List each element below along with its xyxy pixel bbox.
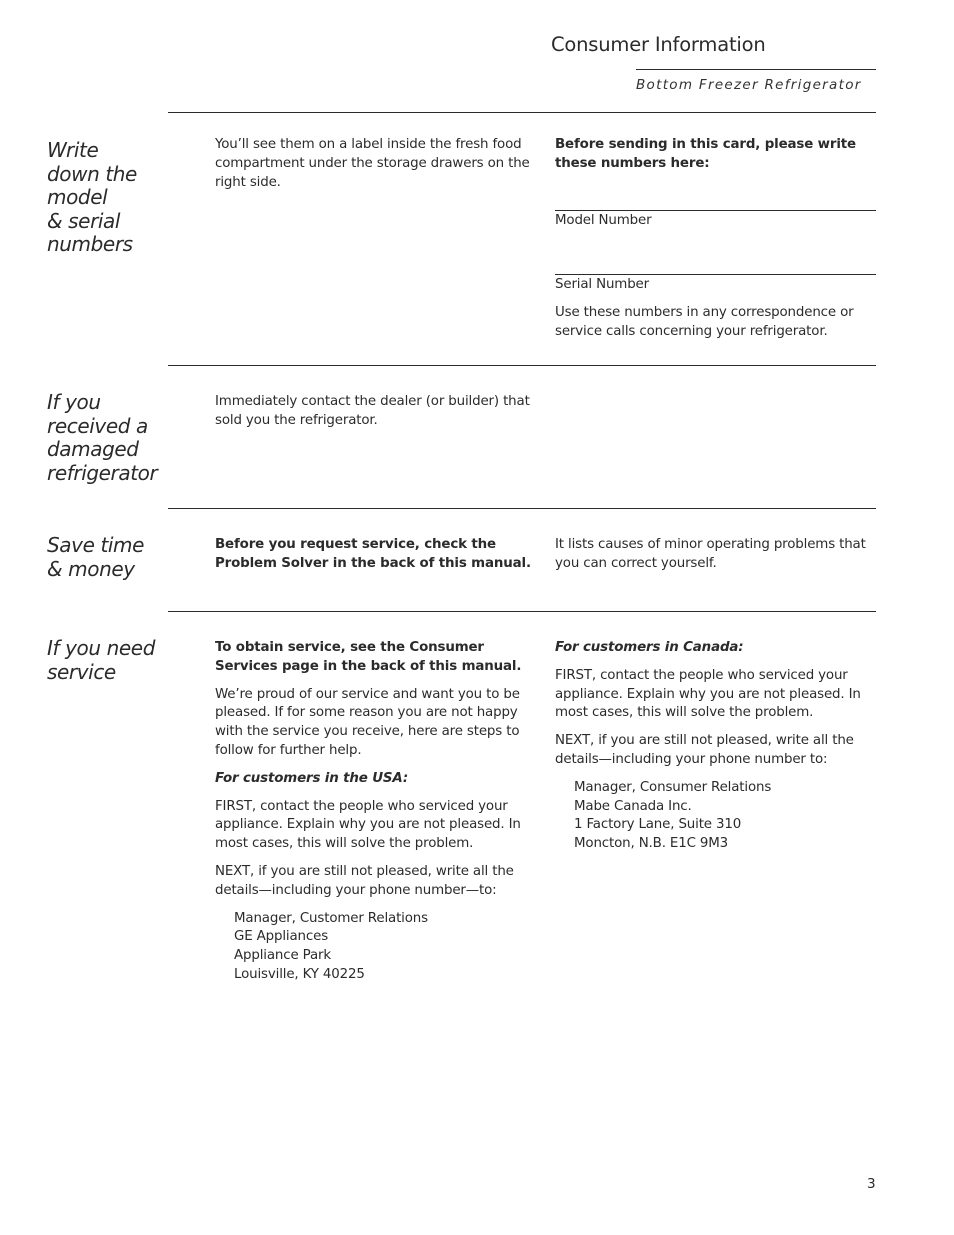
address-line: Mabe Canada Inc. <box>574 798 692 814</box>
obtain-service-note: To obtain service, see the Consumer Services page in the back of this manual. <box>215 640 522 674</box>
section-divider <box>168 112 876 113</box>
section-divider <box>168 611 876 612</box>
record-instruction: Before sending in this card, please write these numbers here: <box>555 137 856 171</box>
damaged-paragraph: Immediately contact the dealer (or builder) that sold you the refrigerator. <box>215 394 530 428</box>
service-usa-column <box>215 639 535 985</box>
canada-heading: For customers in Canada: <box>555 640 744 655</box>
heading-line: If you <box>47 390 101 414</box>
page-title: Consumer Information <box>551 33 766 56</box>
section-heading-damaged <box>47 391 172 485</box>
heading-line: model <box>47 185 108 209</box>
heading-line: refrigerator <box>47 460 158 485</box>
usa-address <box>234 910 535 985</box>
damaged-text <box>215 393 535 440</box>
address-line: 1 Factory Lane, Suite 310 <box>574 817 742 833</box>
serial-number-line[interactable] <box>555 274 876 275</box>
canada-address <box>574 779 875 854</box>
canada-next-step: NEXT, if you are still not pleased, write all the details—including your phone number to: <box>555 733 854 767</box>
address-line: Moncton, N.B. E1C 9M3 <box>574 836 729 852</box>
heading-line: & money <box>47 556 135 581</box>
usa-next-step: NEXT, if you are still not pleased, write all the details—including your phone number—to: <box>215 863 514 898</box>
address-line: Manager, Customer Relations <box>234 910 428 926</box>
page-number: 3 <box>867 1176 876 1192</box>
problem-solver-note: Before you request service, check the Problem Solver in the back of this manual. <box>215 537 531 571</box>
address-line: Manager, Consumer Relations <box>574 779 772 795</box>
section-heading-model-serial <box>47 139 172 257</box>
header-rule <box>636 69 876 70</box>
model-serial-location-text <box>215 136 535 201</box>
section-heading-save-time <box>47 534 172 581</box>
heading-line: numbers <box>47 232 133 256</box>
usa-heading: For customers in the USA: <box>215 770 409 786</box>
service-canada-column <box>555 639 875 854</box>
model-number-label: Model Number <box>555 212 652 228</box>
service-intro: We’re proud of our service and want you to be pleased. If for some reason you are not happy with the service you receive, here are steps to follow for further help. <box>215 686 520 758</box>
model-serial-record-block <box>555 136 875 351</box>
address-line: Louisville, KY 40225 <box>234 966 365 982</box>
minor-problems-note: It lists causes of minor operating problems that you can correct yourself. <box>555 537 866 571</box>
heading-line: Write <box>47 138 99 162</box>
usa-first-step: FIRST, contact the people who serviced your appliance. Explain why you are not pleased. In most cases, this will solve the problem. <box>215 798 521 852</box>
heading-line: received a <box>47 413 148 438</box>
address-line: Appliance Park <box>234 948 331 964</box>
serial-number-label: Serial Number <box>555 277 649 293</box>
section-divider <box>168 508 876 509</box>
canada-first-step: FIRST, contact the people who serviced your appliance. Explain why you are not pleased. In most cases, this will solve the problem. <box>555 667 861 721</box>
save-time-text <box>215 536 535 583</box>
heading-line: service <box>47 659 116 684</box>
heading-line: Save time <box>47 533 145 557</box>
correspondence-note: Use these numbers in any correspondence or service calls concerning your refrigerator. <box>555 305 854 339</box>
heading-line: If you need <box>47 636 155 660</box>
model-number-line[interactable] <box>555 210 876 211</box>
heading-line: damaged <box>47 437 139 461</box>
save-time-text-2 <box>555 536 875 583</box>
heading-line: down the <box>47 161 137 186</box>
page-subtitle: Bottom Freezer Refrigerator <box>636 77 862 93</box>
section-divider <box>168 365 876 366</box>
address-line: GE Appliances <box>234 929 329 945</box>
location-paragraph: You’ll see them on a label inside the fresh food compartment under the storage drawers on the right side. <box>215 137 530 190</box>
heading-line: & serial <box>47 208 121 233</box>
section-heading-service <box>47 637 172 684</box>
